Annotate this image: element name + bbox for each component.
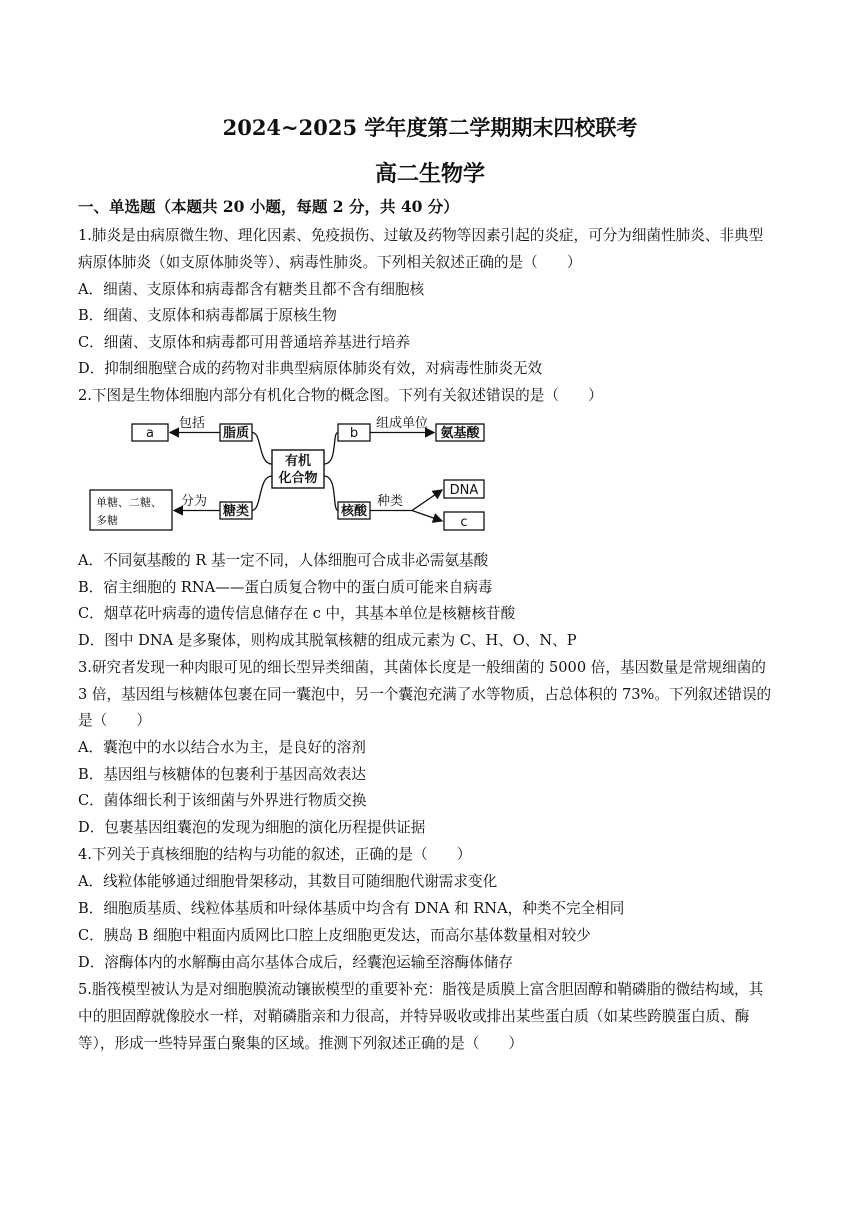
connector-b — [324, 432, 338, 464]
q4-option-b: B．细胞质基质、线粒体基质和叶绿体基质中均含有 DNA 和 RNA，种类不完全相同 — [78, 900, 625, 917]
label-divide: 分为 — [180, 494, 208, 509]
label-lipid: 脂质 — [222, 426, 250, 441]
label-b: b — [349, 426, 359, 441]
q1-stem-line-2: 病原体肺炎（如支原体肺炎等）、病毒性肺炎。下列相关叙述正确的是（ ） — [78, 254, 582, 271]
q2-option-a: A．不同氨基酸的 R 基一定不同，人体细胞可合成非必需氨基酸 — [78, 552, 489, 569]
concept-diagram — [76, 408, 496, 533]
q2-option-b: B．宿主细胞的 RNA——蛋白质复合物中的蛋白质可能来自病毒 — [78, 579, 493, 596]
label-dna: DNA — [449, 483, 479, 498]
connector-sugar — [252, 476, 272, 511]
label-a: a — [146, 426, 154, 441]
label-sugar-types-2: 多糖 — [96, 514, 118, 527]
exam-subject: 高二生物学 — [374, 161, 485, 187]
q1-option-b: B．细菌、支原体和病毒都属于原核生物 — [78, 307, 337, 324]
label-sugar-types-1: 单糖、二糖、 — [96, 496, 162, 509]
q2-option-d: D．图中 DNA 是多聚体，则构成其脱氧核糖的组成元素为 C、H、O、N、P — [78, 632, 577, 649]
section-heading: 一、单选题（本题共 20 小题，每题 2 分，共 40 分） — [78, 197, 459, 216]
label-unit: 组成单位 — [375, 416, 429, 431]
q5-stem-line-2: 中的胆固醇就像胶水一样，对鞘磷脂亲和力很高，并特异吸收或排出某些蛋白质（如某些跨膜蛋白质、酶 — [78, 1008, 750, 1025]
connector-lipid — [252, 432, 272, 464]
q4-stem-line-1: 4.下列关于真核细胞的结构与功能的叙述，正确的是（ ） — [78, 846, 472, 863]
q1-stem-line-1: 1.肺炎是由病原微生物、理化因素、免疫损伤、过敏及药物等因素引起的炎症，可分为细菌性肺炎、非典型 — [78, 227, 764, 244]
arrow-to-c — [412, 511, 442, 522]
q5-stem-line-3: 等），形成一些特异蛋白聚集的区域。推测下列叙述正确的是（ ） — [78, 1035, 524, 1052]
label-sugar: 糖类 — [222, 504, 250, 519]
q2-option-c: C．烟草花叶病毒的遗传信息储存在 c 中，其基本单位是核糖核苷酸 — [78, 605, 516, 622]
q3-option-a: A．囊泡中的水以结合水为主，是良好的溶剂 — [78, 739, 366, 756]
q4-option-c: C．胰岛 B 细胞中粗面内质网比口腔上皮细胞更发达，而高尔基体数量相对较少 — [78, 927, 591, 944]
label-include: 包括 — [178, 416, 206, 431]
q3-stem-line-2: 3 倍，基因组与核糖体包裹在同一囊泡中，另一个囊泡充满了水等物质，占总体积的 73%。下列叙述错误的 — [78, 686, 772, 703]
q1-option-c: C．细菌、支原体和病毒都可用普通培养基进行培养 — [78, 334, 411, 351]
label-c: c — [460, 515, 468, 530]
q3-option-d: D．包裹基因组囊泡的发现为细胞的演化历程提供证据 — [78, 819, 426, 836]
label-nucleic: 核酸 — [340, 504, 368, 519]
q2-stem-line-1: 2.下图是生物体细胞内部分有机化合物的概念图。下列有关叙述错误的是（ ） — [78, 387, 603, 404]
exam-title: 2024~2025 学年度第二学期期末四校联考 — [222, 115, 638, 140]
q4-option-a: A．线粒体能够通过细胞骨架移动，其数目可随细胞代谢需求变化 — [78, 873, 498, 890]
label-kinds: 种类 — [376, 494, 404, 509]
q3-option-b: B．基因组与核糖体的包裹利于基因高效表达 — [78, 766, 367, 783]
q5-stem-line-1: 5.脂筏模型被认为是对细胞膜流动镶嵌模型的重要补充：脂筏是质膜上富含胆固醇和鞘磷脂的微结构域，其 — [78, 981, 764, 998]
q1-option-a: A．细菌、支原体和病毒都含有糖类且都不含有细胞核 — [78, 281, 425, 298]
q1-option-d: D．抑制细胞壁合成的药物对非典型病原体肺炎有效，对病毒性肺炎无效 — [78, 360, 543, 377]
arrow-to-dna — [412, 490, 442, 511]
q3-stem-line-3: 是（ ） — [78, 712, 151, 729]
center-label-1: 有机 — [284, 454, 312, 469]
q3-stem-line-1: 3.研究者发现一种肉眼可见的细长型异类细菌，其菌体长度是一般细菌的 5000 倍，基因数量是常规细菌的 — [78, 659, 766, 676]
q4-option-d: D．溶酶体内的水解酶由高尔基体合成后，经囊泡运输至溶酶体储存 — [78, 954, 513, 971]
label-amino: 氨基酸 — [440, 426, 480, 441]
connector-nucleic — [324, 476, 338, 511]
q3-option-c: C．菌体细长利于该细菌与外界进行物质交换 — [78, 792, 367, 809]
center-label-2: 化合物 — [278, 471, 318, 486]
